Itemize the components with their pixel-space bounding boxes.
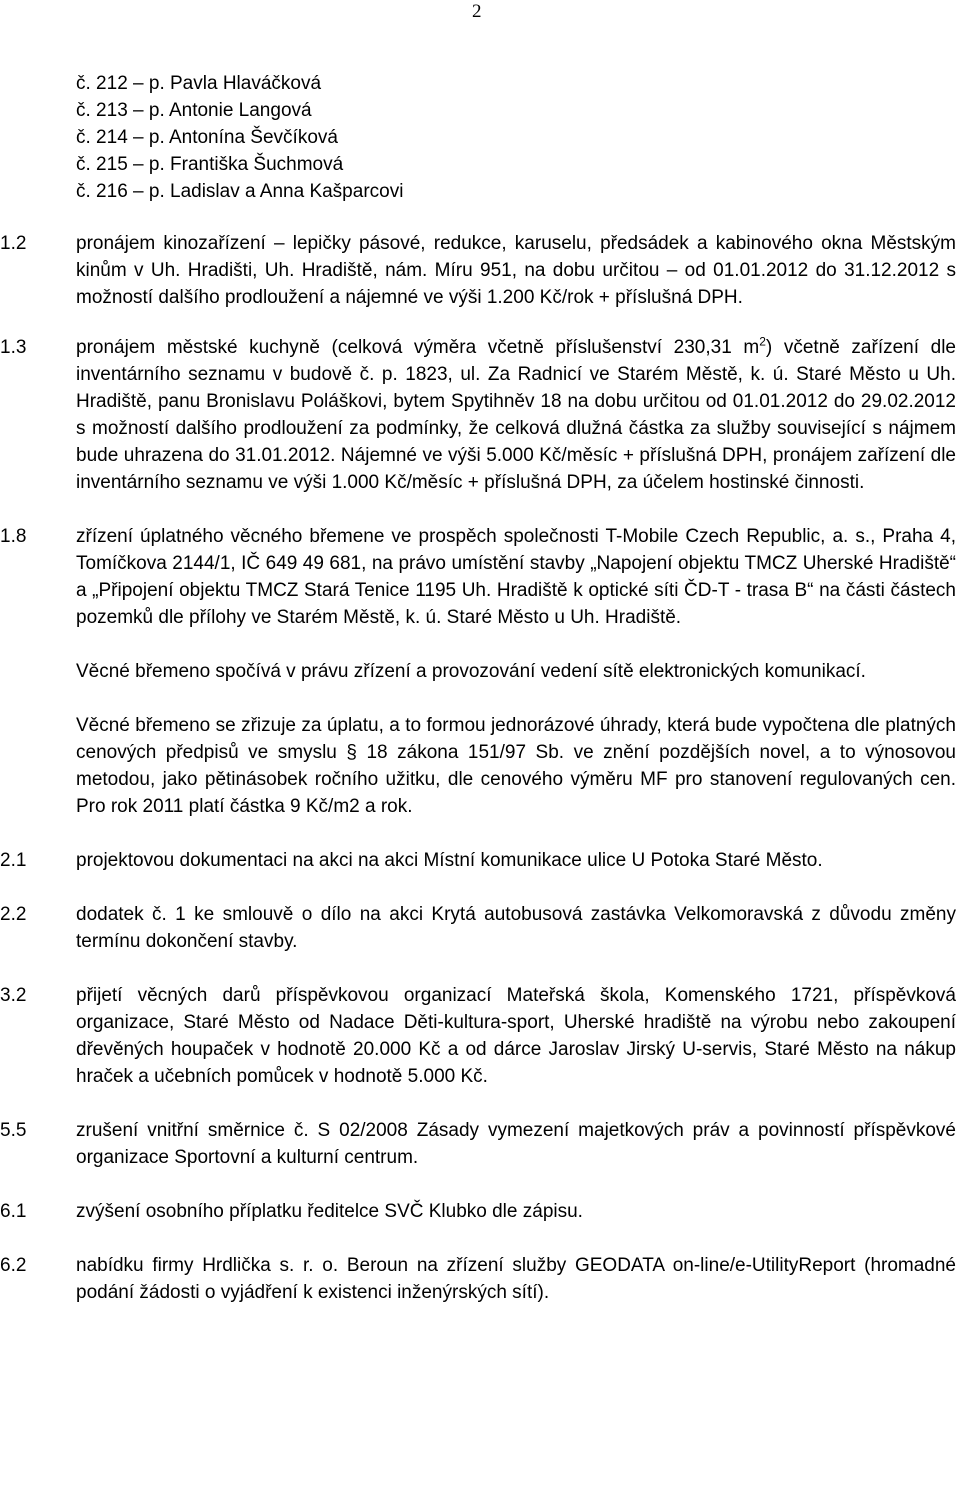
item-text: pronájem kinozařízení – lepičky pásové, redukce, karuselu, předsádek a kabinového okna Městským kinům v Uh. Hradišti, Uh. Hradiště, nám. Míru 951, na dobu určitou – od 01.01.2012 do 31.12.2012 s možností dalšího prodloužení a nájemné ve výši 1.200 Kč/rok + příslušná DPH. [76, 233, 956, 308]
owner-list [76, 70, 403, 205]
item-text-part: pronájem městské kuchyně (celková výměra včetně příslušenství 230,31 m [76, 337, 760, 358]
item-text: přijetí věcných darů příspěvkovou organizací Mateřská škola, Komenského 1721, příspěvková organizace, Staré Město od Nadace Děti-kultura-sport, Uherské hradiště na výrobu nebo zakoupení dřevěných houpaček v hodnotě 20.000 Kč a od dárce Jaroslav Jirský U-servis, Staré Město na nákup hraček a učebních pomůcek v hodnotě 5.000 Kč. [76, 985, 956, 1087]
item-text: nabídku firmy Hrdlička s. r. o. Beroun na zřízení služby GEODATA on-line/e-UtilityReport (hromadné podání žádosti o vyjádření k existenci inženýrských sítí). [76, 1255, 956, 1303]
list-item: č. 213 – p. Antonie Langová [76, 100, 312, 121]
item-2-1 [0, 847, 960, 874]
item-1-2 [0, 230, 960, 311]
list-item: č. 215 – p. Františka Šuchmová [76, 154, 344, 175]
item-6-1 [0, 1198, 960, 1225]
item-number: 1.2 [0, 233, 27, 254]
item-text: projektovou dokumentaci na akci na akci Místní komunikace ulice U Potoka Staré Město. [76, 850, 823, 871]
item-5-5 [0, 1117, 960, 1171]
item-paragraph: Věcné břemeno spočívá v právu zřízení a provozování vedení sítě elektronických komunikací. [76, 661, 866, 682]
item-1-3 [0, 334, 960, 496]
item-number: 1.3 [0, 337, 27, 358]
item-paragraph: Věcné břemeno se zřizuje za úplatu, a to formou jednorázové úhrady, která bude vypočtena dle platných cenových předpisů ve smyslu § 18 zákona 151/97 Sb. ve znění pozdějších novel, a to výnosovou metodou, jako pětinásobek ročního užitku, dle cenového výměru MF pro stanovení regulovaných cen. Pro rok 2011 platí částka 9 Kč/m2 a rok. [76, 715, 956, 817]
item-number: 1.8 [0, 526, 27, 547]
item-text: zvýšení osobního příplatku ředitelce SVČ Klubko dle zápisu. [76, 1201, 583, 1222]
list-item: č. 212 – p. Pavla Hlaváčková [76, 73, 322, 94]
item-text: dodatek č. 1 ke smlouvě o dílo na akci Krytá autobusová zastávka Velkomoravská z důvodu změny termínu dokončení stavby. [76, 904, 956, 952]
item-number: 2.1 [0, 850, 27, 871]
superscript: 2 [759, 334, 766, 349]
item-2-2 [0, 901, 960, 955]
item-text [76, 334, 956, 496]
item-3-2 [0, 982, 960, 1090]
item-text: zrušení vnitřní směrnice č. S 02/2008 Zásady vymezení majetkových práv a povinností příspěvkové organizace Sportovní a kulturní centrum. [76, 1120, 956, 1168]
list-item: č. 214 – p. Antonína Ševčíková [76, 127, 338, 148]
item-number: 2.2 [0, 904, 27, 925]
item-1-8 [0, 523, 960, 631]
item-text: zřízení úplatného věcného břemene ve prospěch společnosti T-Mobile Czech Republic, a. s., Praha 4, Tomíčkova 2144/1, IČ 649 49 681, na právo umístění stavby „Napojení objektu TMCZ Uherské Hradiště“ a „Připojení objektu TMCZ Stará Tenice 1195 Uh. Hradiště k optické síti ČD-T - trasa B“ na části částech pozemků dle přílohy ve Starém Městě, k. ú. Staré Město u Uh. Hradiště. [76, 526, 956, 628]
item-6-2 [0, 1252, 960, 1306]
list-item: č. 216 – p. Ladislav a Anna Kašparcovi [76, 181, 404, 202]
page-number: 2 [472, 1, 482, 22]
item-text-part: ) včetně zařízení dle inventárního seznamu v budově č. p. 1823, ul. Za Radnicí ve Starém Městě, k. ú. Staré Město u Uh. Hradiště, panu Bronislavu Poláškovi, bytem Spytihněv 18 na dobu určitou od 01.01.2012 do 29.02.2012 s možností dalšího prodloužení za podmínky, že celková dlužná částka za služby související s nájmem bude uhrazena do 31.01.2012. Nájemné ve výši 5.000 Kč/měsíc + příslušná DPH, pronájem zařízení dle inventárního seznamu ve výši 1.000 Kč/měsíc + příslušná DPH, za účelem hostinské činnosti. [76, 337, 956, 493]
item-number: 5.5 [0, 1120, 27, 1141]
resolution-items [0, 230, 960, 1306]
item-number: 6.2 [0, 1255, 27, 1276]
item-number: 6.1 [0, 1201, 27, 1222]
item-number: 3.2 [0, 985, 27, 1006]
